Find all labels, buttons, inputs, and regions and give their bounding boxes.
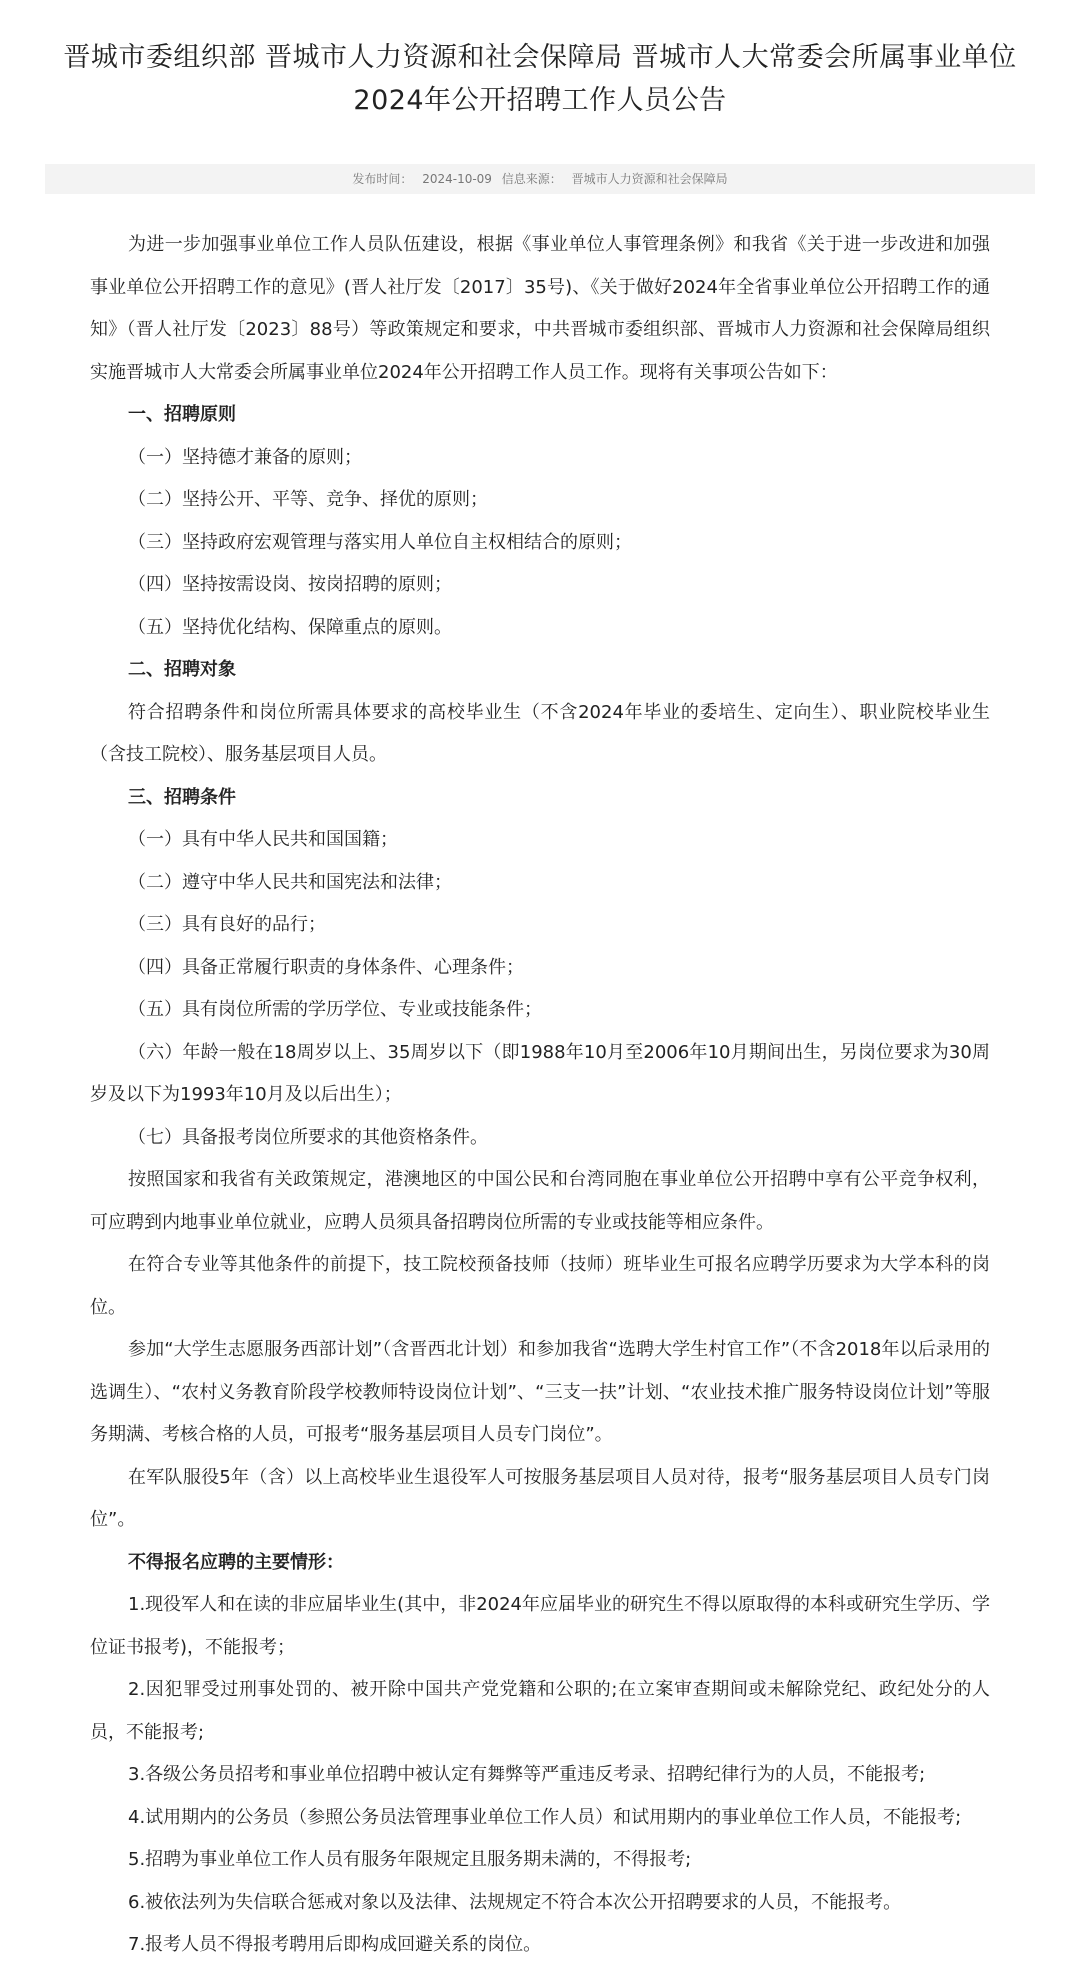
section-heading-principles: 一、招聘原则	[128, 404, 236, 425]
condition-item: （一）具有中华人民共和国国籍；	[128, 829, 398, 850]
article-body	[90, 224, 990, 1967]
exclusion-item: 1.现役军人和在读的非应届毕业生(其中，非2024年应届毕业的研究生不得以原取得的本科或研究生学历、学位证书报考)，不能报考；	[90, 1594, 991, 1658]
page-title	[0, 0, 1080, 122]
condition-item: （三）具有良好的品行；	[128, 914, 326, 935]
principle-item: （四）坚持按需设岗、按岗招聘的原则；	[128, 574, 452, 595]
principle-item: （三）坚持政府宏观管理与落实用人单位自主权相结合的原则；	[128, 531, 632, 553]
publish-date: 2024-10-09	[422, 172, 492, 186]
condition-item: （五）具有岗位所需的学历学位、专业或技能条件；	[128, 999, 542, 1020]
publish-time-label: 发布时间：	[352, 172, 413, 186]
section-heading-conditions: 三、招聘条件	[128, 786, 236, 808]
exclusion-item: 7.报考人员不得报考聘用后即构成回避关系的岗位。	[128, 1934, 542, 1955]
exclusion-item: 3.各级公务员招考和事业单位招聘中被认定有舞弊等严重违反考录、招聘纪律行为的人员，不能报考;	[128, 1764, 926, 1785]
condition-item: （六）年龄一般在18周岁以上、35周岁以下（即1988年10月至2006年10月期间出生，另岗位要求为30周岁及以下为1993年10月及以后出生）；	[90, 1041, 990, 1105]
condition-item: （四）具备正常履行职责的身体条件、心理条件；	[128, 956, 524, 978]
exclusion-item: 4.试用期内的公务员（参照公务员法管理事业单位工作人员）和试用期内的事业单位工作人员，不能报考;	[128, 1806, 962, 1828]
principle-item: （二）坚持公开、平等、竞争、择优的原则；	[128, 489, 488, 510]
condition-paragraph: 在符合专业等其他条件的前提下，技工院校预备技师（技师）班毕业生可报名应聘学历要求为大学本科的岗位。	[90, 1254, 990, 1318]
condition-paragraph: 在军队服役5年（含）以上高校毕业生退役军人可按服务基层项目人员对待，报考“服务基层项目人员专门岗位”。	[90, 1466, 990, 1530]
article-meta-bar	[45, 164, 1035, 194]
principle-item: （一）坚持德才兼备的原则；	[128, 446, 362, 468]
exclusion-item: 5.招聘为事业单位工作人员有服务年限规定且服务期未满的，不得报考;	[128, 1849, 692, 1870]
condition-paragraph: 按照国家和我省有关政策规定，港澳地区的中国公民和台湾同胞在事业单位公开招聘中享有公平竞争权利，可应聘到内地事业单位就业，应聘人员须具备招聘岗位所需的专业或技能等相应条件。	[90, 1169, 990, 1233]
section-heading-exclusions: 不得报名应聘的主要情形：	[128, 1551, 344, 1573]
page-title-line-1: 晋城市委组织部 晋城市人力资源和社会保障局 晋城市人大常委会所属事业单位	[63, 42, 1017, 73]
principle-item: （五）坚持优化结构、保障重点的原则。	[128, 616, 452, 638]
condition-item: （七）具备报考岗位所要求的其他资格条件。	[128, 1126, 488, 1148]
intro-paragraph: 为进一步加强事业单位工作人员队伍建设，根据《事业单位人事管理条例》和我省《关于进一步改进和加强事业单位公开招聘工作的意见》(晋人社厅发〔2017〕35号)、《关于做好2024年全省事业单位公开招聘工作的通知》（晋人社厅发〔2023〕88号）等政策规定和要求，中共晋城市委组织部、晋城市人力资源和社会保障局组织实施晋城市人大常委会所属事业单位2024年公开招聘工作人员工作。现将有关事项公告如下：	[90, 234, 990, 383]
source-label: 信息来源：	[501, 172, 562, 186]
page-title-line-2: 2024年公开招聘工作人员公告	[353, 85, 727, 116]
exclusion-item: 2.因犯罪受过刑事处罚的、被开除中国共产党党籍和公职的;在立案审查期间或未解除党纪、政纪处分的人员，不能报考;	[90, 1679, 990, 1743]
condition-item: （二）遵守中华人民共和国宪法和法律；	[128, 871, 452, 893]
exclusion-item: 6.被依法列为失信联合惩戒对象以及法律、法规规定不符合本次公开招聘要求的人员，不能报考。	[128, 1891, 902, 1913]
targets-paragraph: 符合招聘条件和岗位所需具体要求的高校毕业生（不含2024年毕业的委培生、定向生）、职业院校毕业生（含技工院校）、服务基层项目人员。	[90, 701, 990, 765]
section-heading-targets: 二、招聘对象	[128, 659, 236, 680]
condition-paragraph: 参加“大学生志愿服务西部计划”（含晋西北计划）和参加我省“选聘大学生村官工作”（不含2018年以后录用的选调生）、“农村义务教育阶段学校教师特设岗位计划”、“三支一扶”计划、“农业技术推广服务特设岗位计划”等服务期满、考核合格的人员，可报考“服务基层项目人员专门岗位”。	[90, 1339, 990, 1445]
source-value: 晋城市人力资源和社会保障局	[571, 172, 728, 186]
